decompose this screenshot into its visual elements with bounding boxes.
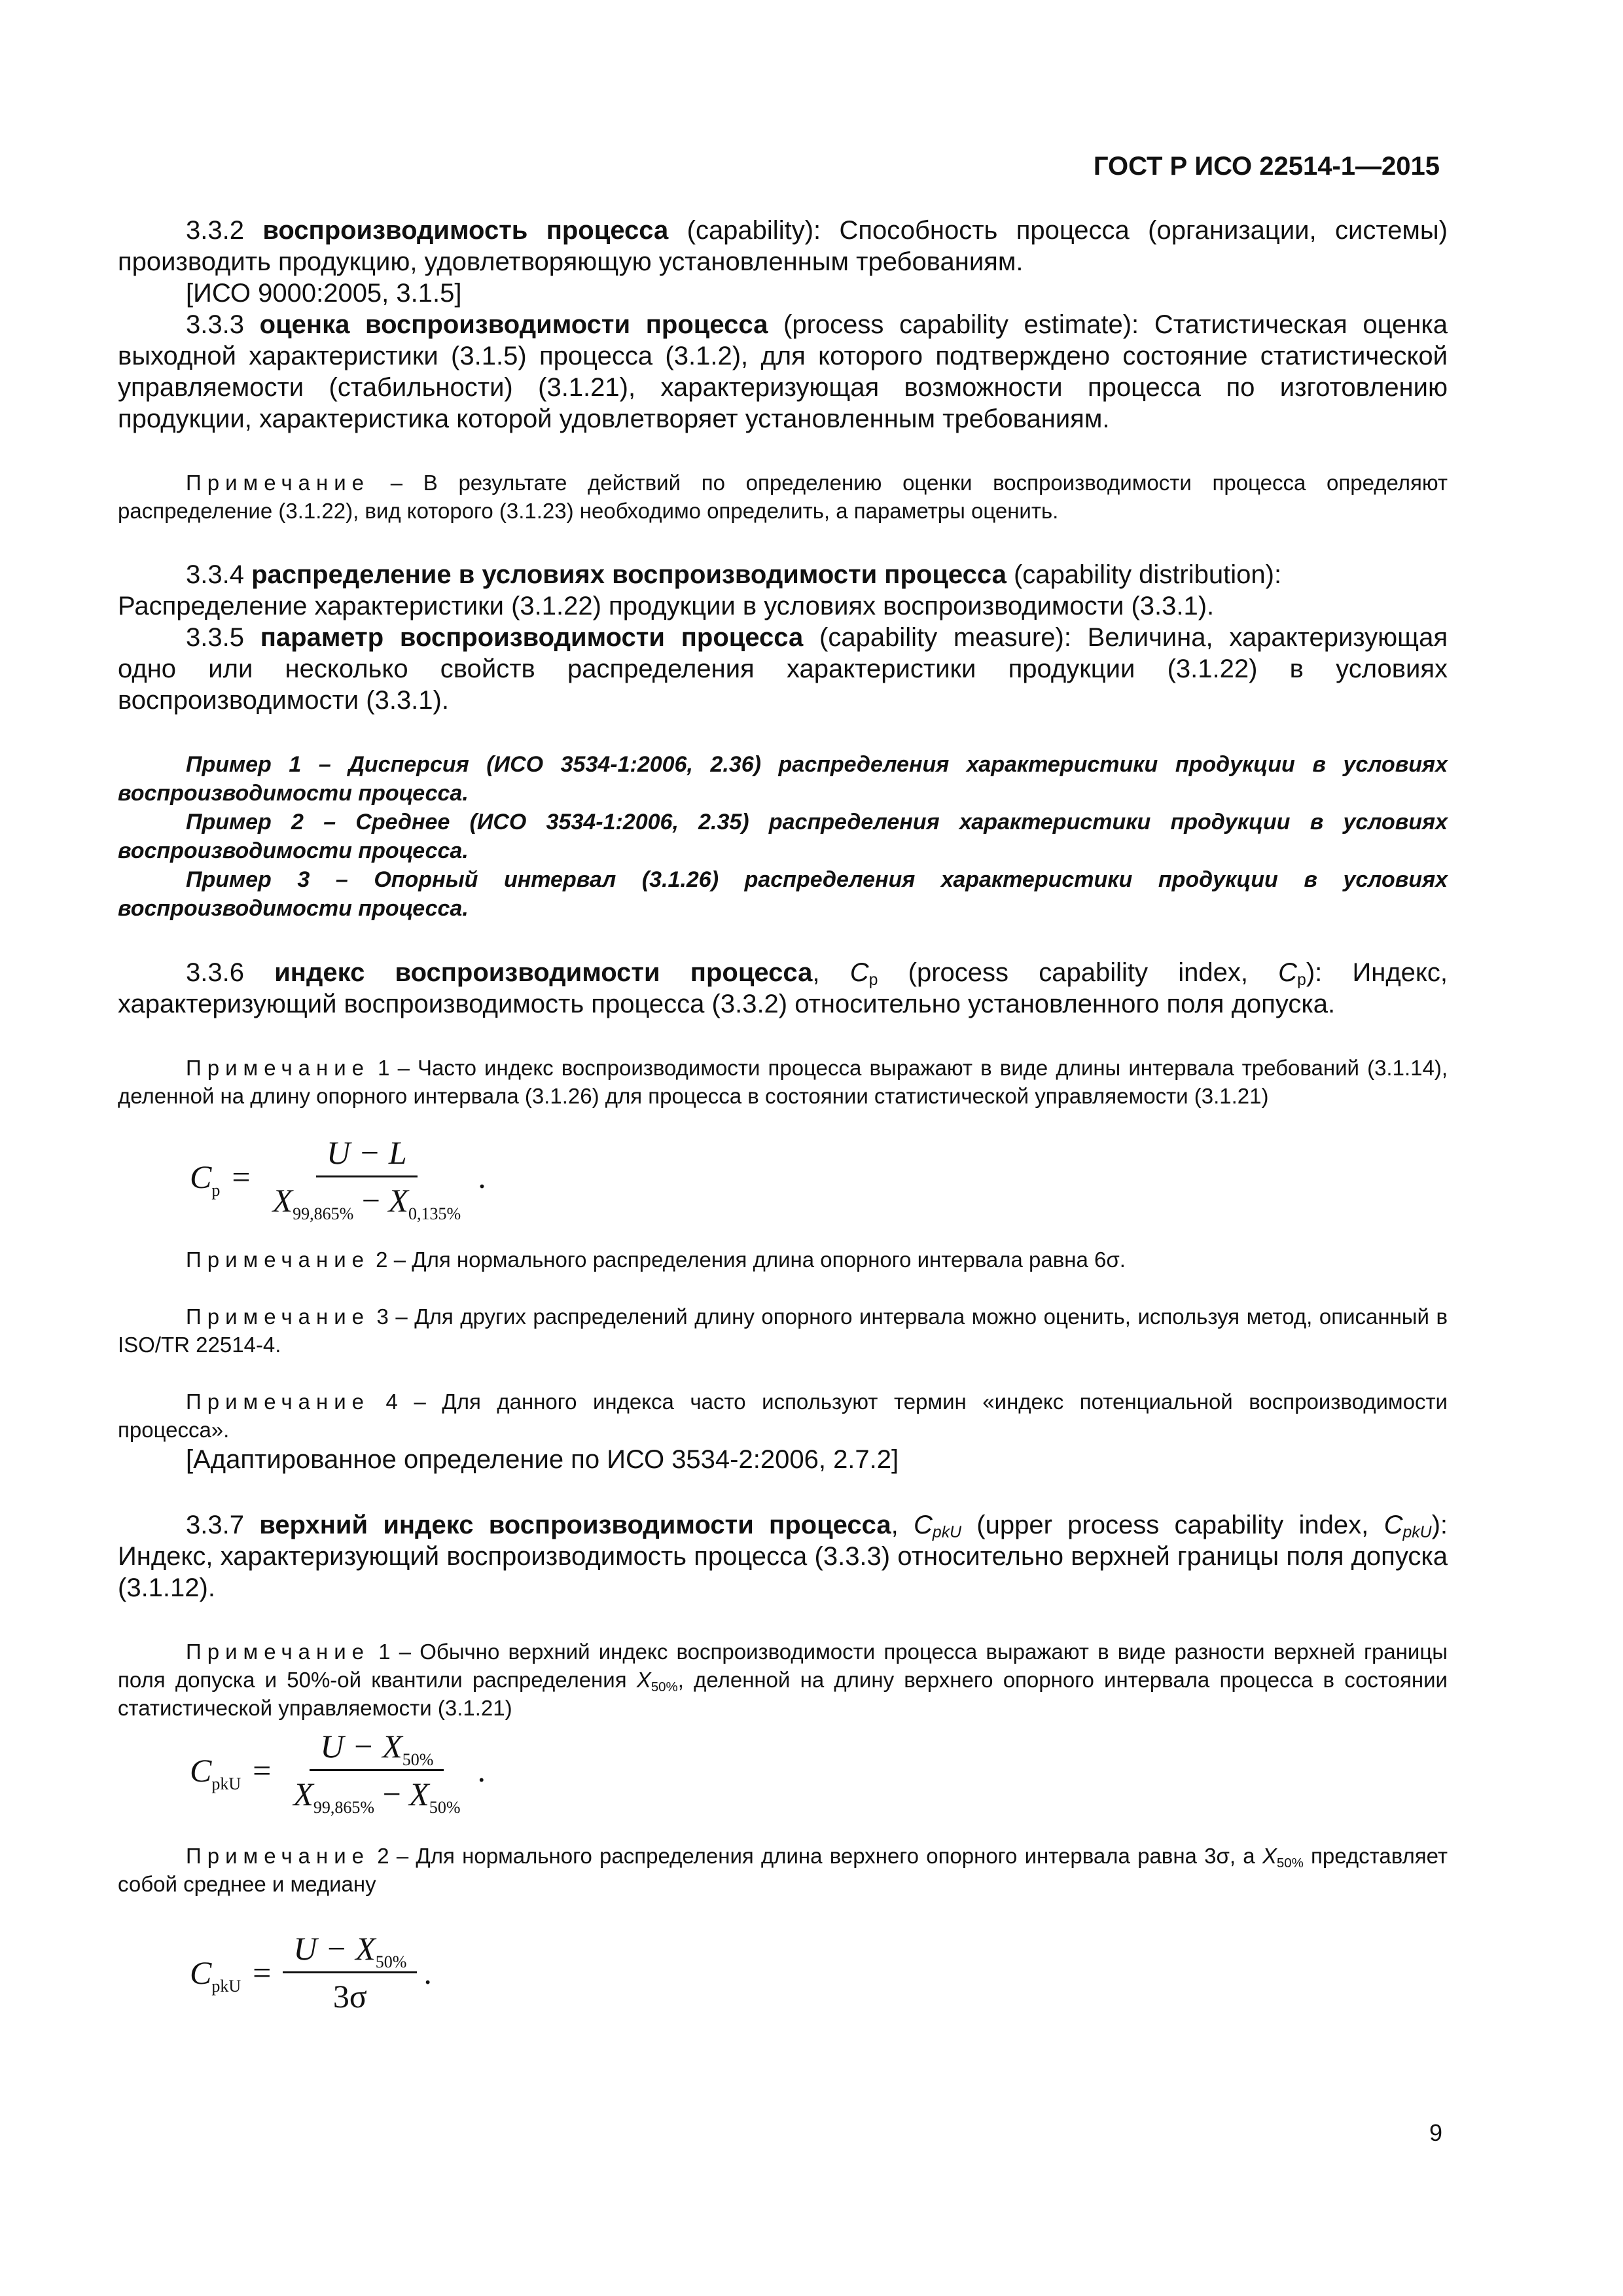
- note-label: Примечание: [186, 1056, 370, 1080]
- example-3: Пример 3 – Опорный интервал (3.1.26) распределения характеристики продукции в условиях воспроизводимости процесса.: [118, 867, 1448, 921]
- definition-3-3-4: 3.3.4 распределение в условиях воспроизводимости процесса (capability distribution): Распределение характеристики (3.1.22) продукции в условиях воспроизводимости (3.3.1).: [118, 560, 1282, 620]
- note-3-3-6-1: Примечание 1 – Часто индекс воспроизводимости процесса выражают в виде длины интервала требований (3.1.14), деленной на длину опорного интервала (3.1.26) для процесса в состоянии статистической управляемости (3.1.21): [118, 1056, 1448, 1108]
- formula-cpku-normal: $C_{pkU}$ = $\frac{U - X_{50\%}}{3\sigma}$ .: [190, 1930, 432, 2015]
- reference-3-3-2: [ИСО 9000:2005, 3.1.5]: [186, 279, 462, 308]
- note-3-3-6-4: Примечание 4 – Для данного индекса часто используют термин «индекс потенциальной воспроизводимости процесса».: [118, 1390, 1448, 1442]
- page-number: 9: [1429, 2119, 1442, 2146]
- reference-3-3-6: [Адаптированное определение по ИСО 3534-2:2006, 2.7.2]: [186, 1445, 899, 1474]
- note-label: Примечание: [186, 1247, 370, 1272]
- note-label: Примечание: [186, 1640, 370, 1664]
- note-3-3-6-3: Примечание 3 – Для других распределений длину опорного интервала можно оценить, используя метод, описанный в ISO/TR 22514-4.: [118, 1304, 1448, 1357]
- fraction: $\frac{U - X_{50\%}}{X_{99,865\%} - X_{50\%}}$: [293, 1728, 461, 1817]
- note-label: Примечание: [186, 1390, 370, 1414]
- example-1: Пример 1 – Дисперсия (ИСО 3534-1:2006, 2.36) распределения характеристики продукции в условиях воспроизводимости процесса.: [118, 752, 1448, 806]
- note-label: Примечание: [186, 471, 370, 495]
- definition-3-3-6: 3.3.6 индекс воспроизводимости процесса, $C_p$ (process capability index, $C_p$): Индекс, характеризующий воспроизводимость процесса (3.3.2) относительно установленного поля допуска.: [118, 958, 1448, 1018]
- fraction: $\frac{U - X_{50\%}}{3\sigma}$: [283, 1929, 417, 2015]
- term-label: воспроизводимость процесса: [262, 216, 669, 245]
- page-content: [118, 215, 1448, 2015]
- fraction: $\frac{U - L}{X_{99,865\%} - X_{0,135\%}}$: [272, 1134, 461, 1223]
- note-3-3-7-1: Примечание 1 – Обычно верхний индекс воспроизводимости процесса выражают в виде разности верхней границы поля допуска и 50%-ой квантили распределения $X_{50\%}$, деленной на длину верхнего опорного интервала процесса в состоянии статистической управляемости (3.1.21): [118, 1640, 1448, 1720]
- term-label: распределение в условиях воспроизводимости процесса: [251, 560, 1007, 589]
- example-2: Пример 2 – Среднее (ИСО 3534-1:2006, 2.35) распределения характеристики продукции в условиях воспроизводимости процесса.: [118, 810, 1448, 863]
- term-label: индекс воспроизводимости процесса: [274, 958, 813, 987]
- note-3-3-6-2: Примечание 2 – Для нормального распределения длина опорного интервала равна 6σ.: [186, 1247, 1126, 1272]
- document-header: ГОСТ Р ИСО 22514-1—2015: [1093, 152, 1440, 181]
- examples-block: [118, 750, 1448, 923]
- definition-3-3-7: 3.3.7 верхний индекс воспроизводимости процесса, $C_{pkU}$ (upper process capability index, $C_{pkU}$): Индекс, характеризующий воспроизводимость процесса (3.3.3) относительно верхней границы поля допуска (3.1.12).: [118, 1511, 1448, 1602]
- note-3-3-7-2: Примечание 2 – Для нормального распределения длина верхнего опорного интервала равна 3σ, а $X_{50\%}$ представляет собой среднее и медиану: [118, 1844, 1448, 1896]
- term-label: верхний индекс воспроизводимости процесса: [259, 1511, 891, 1539]
- note-3-3-3: Примечание – В результате действий по определению оценки воспроизводимости процесса определяют распределение (3.1.22), вид которого (3.1.23) необходимо определить, а параметры оценить.: [118, 471, 1448, 523]
- term-label: параметр воспроизводимости процесса: [260, 623, 804, 652]
- definition-3-3-5: 3.3.5 параметр воспроизводимости процесса (capability measure): Величина, характеризующая одно или несколько свойств распределения характеристики продукции (3.1.22) в условиях воспроизводимости (3.3.1).: [118, 623, 1448, 715]
- formula-cp: $C_p$ = $\frac{U - L}{X_{99,865\%} - X_{0,135\%}}$ .: [190, 1134, 486, 1223]
- formula-cpku: $C_{pkU}$ = $\frac{U - X_{50\%}}{X_{99,865\%} - X_{50\%}}$ .: [190, 1728, 486, 1817]
- note-label: Примечание: [186, 1304, 370, 1329]
- definition-3-3-3: 3.3.3 оценка воспроизводимости процесса (process capability estimate): Статистическая оценка выходной характеристики (3.1.5) процесса (3.1.2), для которого подтверждено состояние статистической управляемости (стабильности) (3.1.21), характеризующая возможности процесса по изготовлению продукции, характеристика которой удовлетворяет установленным требованиям.: [118, 310, 1448, 433]
- definition-3-3-2: 3.3.2 воспроизводимость процесса (capability): Способность процесса (организации, системы) производить продукцию, удовлетворяющую установленным требованиям.: [118, 216, 1448, 276]
- term-label: оценка воспроизводимости процесса: [259, 310, 768, 339]
- note-label: Примечание: [186, 1844, 370, 1868]
